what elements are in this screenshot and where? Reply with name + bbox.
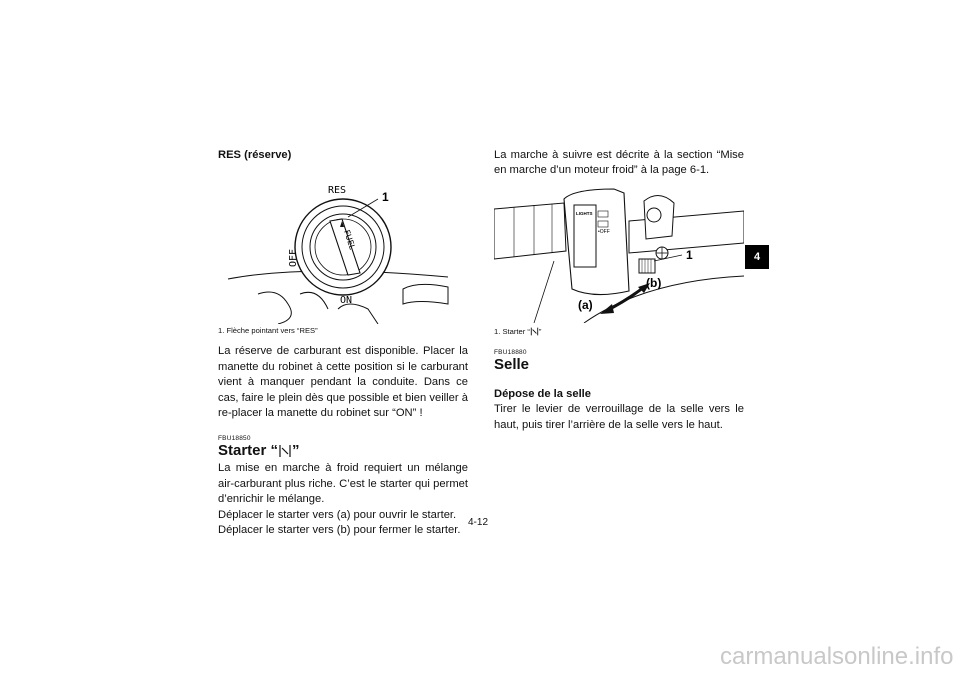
selle-section-code: FBU18880	[494, 348, 527, 356]
res-label: RES	[328, 185, 347, 197]
choke-icon-small	[530, 327, 539, 336]
choke-icon	[278, 444, 292, 458]
off-label: OFF	[288, 249, 299, 268]
watermark: carmanualsonline.info	[720, 643, 954, 670]
handlebar-switch-illustration	[494, 181, 744, 323]
res-heading: RES (réserve)	[218, 149, 292, 161]
off-switch-label: •OFF	[598, 228, 610, 235]
on-label: ON	[340, 295, 353, 307]
label-a: (a)	[578, 297, 593, 312]
callout-1-right: 1	[686, 247, 693, 262]
selle-title: Selle	[494, 355, 530, 373]
intro-paragraph: La marche à suivre est décrite à la section “Mise en marche d’un moteur froid” à la page 6-1.	[494, 149, 744, 177]
chapter-tab: 4	[745, 245, 769, 269]
lights-label: LIGHTS	[576, 210, 593, 216]
starter-line-1: La mise en marche à froid requiert un mélange air-carburant plus riche. C’est le starter qui permet d’enrichir le mélange.	[218, 462, 468, 506]
depose-heading: Dépose de la selle	[494, 387, 592, 400]
fig2-caption: 1. Starter “ ”	[494, 326, 542, 336]
label-b: (b)	[646, 275, 662, 290]
right-column	[494, 148, 744, 433]
starter-title: Starter “ ”	[218, 442, 300, 460]
starter-line-2: Déplacer le starter vers (a) pour ouvrir le starter.	[218, 508, 457, 521]
fuel-label: FUEL	[342, 229, 357, 252]
res-paragraph: La réserve de carburant est disponible. Placer la manette du robinet à cette position si le carburant vient à manquer pendant la conduite. Dans ce cas, faire le plein dès que possible et bien veiller à re-placer la manette du robinet sur “ON” !	[218, 345, 468, 420]
callout-1: 1	[382, 190, 389, 205]
starter-line-3: Déplacer le starter vers (b) pour fermer le starter.	[218, 524, 461, 537]
depose-paragraph: Tirer le levier de verrouillage de la selle vers le haut, puis tirer l’arrière de la selle vers le haut.	[494, 403, 744, 431]
starter-section-code: FBU18850	[218, 435, 251, 443]
left-column	[218, 148, 468, 538]
fuel-valve-illustration	[218, 169, 468, 324]
page-number: 4-12	[468, 517, 489, 528]
fig1-caption: 1. Flèche pointant vers “RES”	[218, 326, 318, 336]
